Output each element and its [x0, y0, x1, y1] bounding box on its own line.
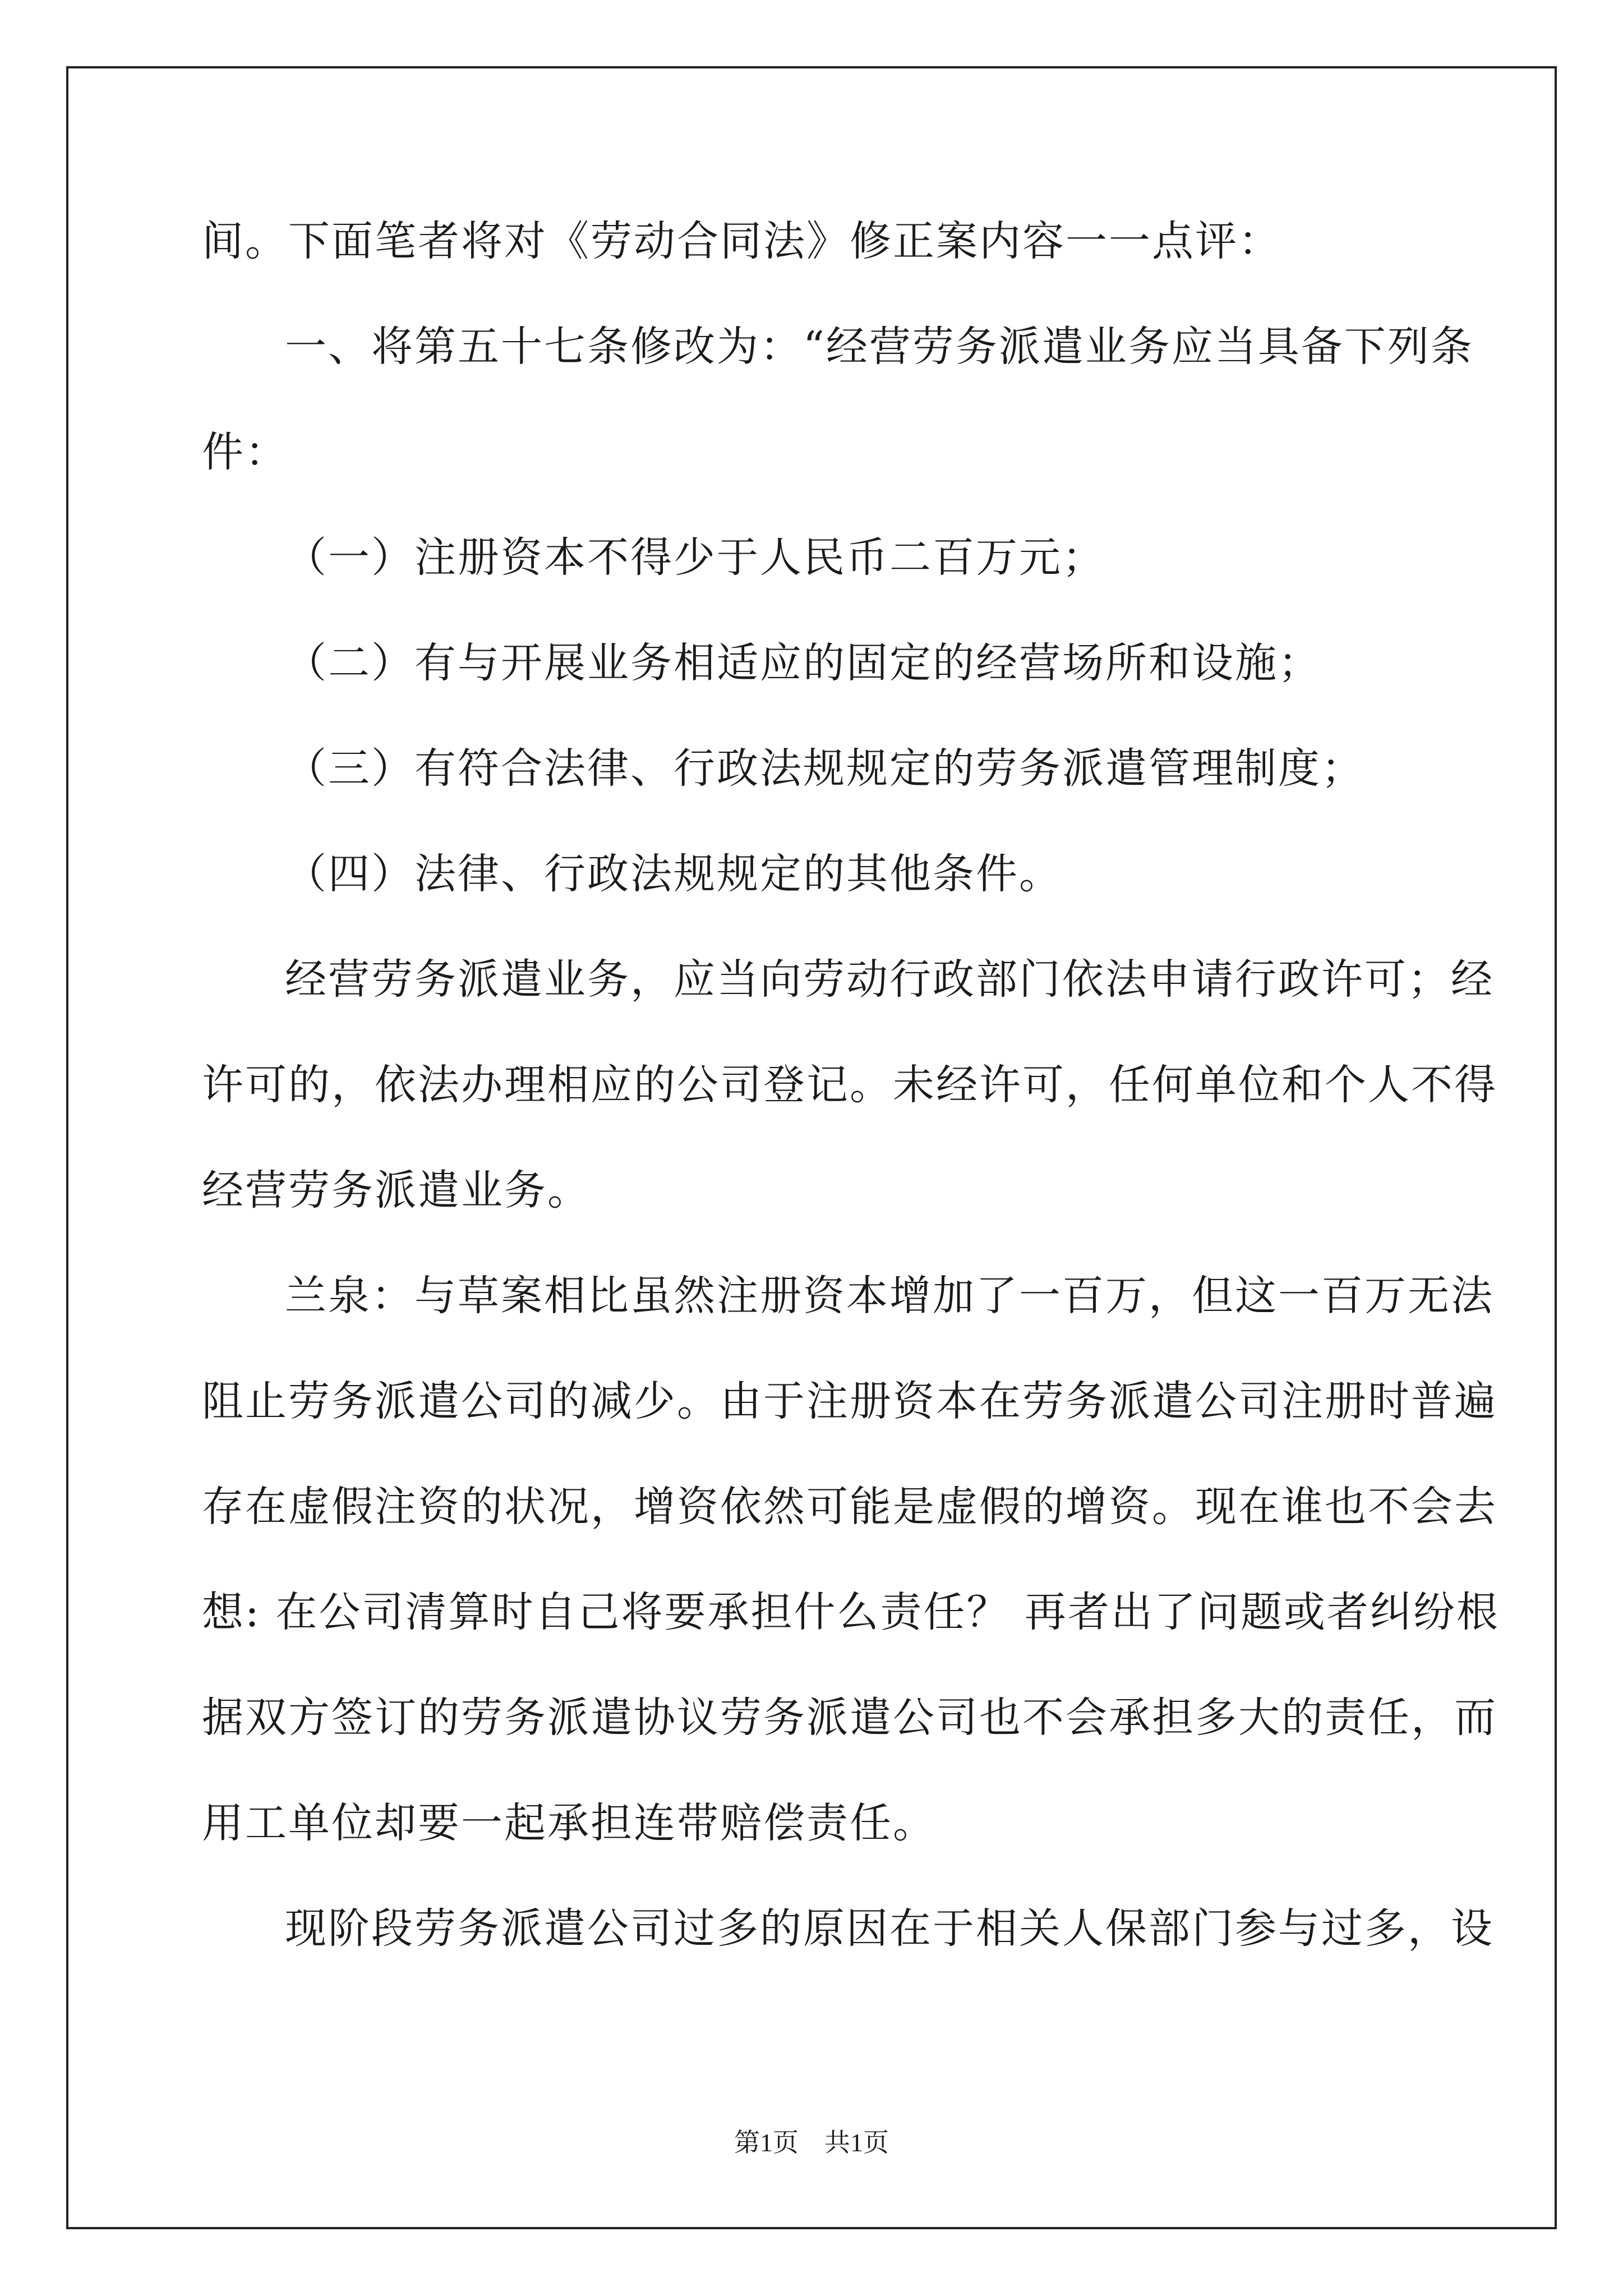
text-line: 阻止劳务派遣公司的减少。由于注册资本在劳务派遣公司注册时普遍: [202, 1377, 1497, 1425]
text-line: 想: 在公司清算时自己将要承担什么责任？ 再者出了问题或者纠纷根: [202, 1588, 1500, 1636]
text-line: 现阶段劳务派遣公司过多的原因在于相关人保部门参与过多，设: [285, 1904, 1494, 1953]
text-line: 许可的，依法办理相应的公司登记。未经许可，任何单位和个人不得: [202, 1061, 1497, 1109]
text-line: 兰泉：与草案相比虽然注册资本增加了一百万，但这一百万无法: [285, 1272, 1494, 1320]
text-line: 经营劳务派遣业务。: [202, 1166, 591, 1214]
page-number-footer: 第1页 共1页: [734, 2128, 889, 2157]
text-line: 存在虚假注资的状况，增资依然可能是虚假的增资。现在谁也不会去: [202, 1483, 1497, 1531]
text-line: 用工单位却要一起承担连带赔偿责任。: [202, 1799, 936, 1847]
text-line: 一、将第五十七条修改为：“经营劳务派遣业务应当具备下列条: [285, 323, 1474, 371]
text-line: （二）有与开展业务相适应的固定的经营场所和设施；: [285, 639, 1321, 687]
text-line: 间。下面笔者将对《劳动合同法》修正案内容一一点评：: [202, 217, 1281, 265]
text-line: 经营劳务派遣业务，应当向劳动行政部门依法申请行政许可；经: [285, 955, 1494, 1004]
text-line: 件：: [202, 428, 288, 476]
text-line: （一）注册资本不得少于人民币二百万元；: [285, 533, 1105, 582]
document-body: [202, 208, 1500, 2000]
text-line: 据双方签订的劳务派遣协议劳务派遣公司也不会承担多大的责任，而: [202, 1694, 1497, 1742]
text-line: （四）法律、行政法规规定的其他条件。: [285, 850, 1062, 898]
text-line: （三）有符合法律、行政法规规定的劳务派遣管理制度；: [285, 744, 1364, 793]
